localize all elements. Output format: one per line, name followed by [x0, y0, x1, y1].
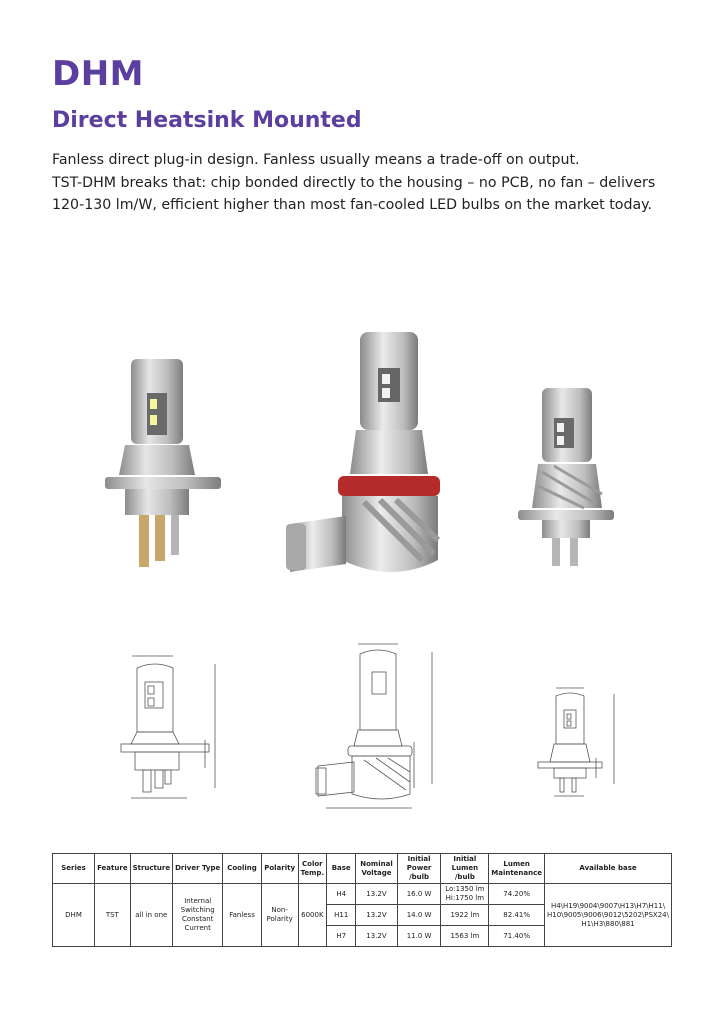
cell-maintenance: 82.41%	[489, 905, 545, 926]
header-lumen-maintenance	[489, 854, 545, 884]
h7-bulb-photo	[514, 382, 619, 572]
header-initial-lumen-line: Initial Lumen	[451, 855, 479, 872]
cell-lumen	[441, 884, 489, 905]
cell-lumen-line: Hi:1750 lm	[445, 894, 485, 902]
cell-series: DHM	[53, 884, 95, 947]
cell-polarity	[261, 884, 298, 947]
cell-available-base	[545, 884, 672, 947]
cell-base: H4	[327, 884, 356, 905]
cell-maintenance: 74.20%	[489, 884, 545, 905]
cell-base: H7	[327, 926, 356, 947]
h11-bulb-photo	[282, 328, 450, 590]
header-feature: Feature	[95, 854, 131, 884]
cell-lumen: 1563 lm	[441, 926, 489, 947]
specifications-table	[52, 853, 672, 947]
header-driver-type: Driver Type	[173, 854, 223, 884]
header-cooling: Cooling	[223, 854, 261, 884]
cell-polarity-line: Polarity	[266, 915, 293, 923]
cell-maintenance: 71.40%	[489, 926, 545, 947]
cell-driver-type-line: Constant	[181, 915, 214, 923]
header-initial-power-line: Initial Power	[406, 855, 432, 872]
header-nominal-voltage-line: Nominal	[360, 859, 393, 868]
header-available-base: Available base	[545, 854, 672, 884]
header-lumen-maintenance-line: Lumen	[503, 859, 530, 868]
h4-bulb-photo	[95, 355, 230, 575]
cell-driver-type-line: Current	[184, 924, 211, 932]
cell-power: 11.0 W	[397, 926, 441, 947]
page-subtitle: Direct Heatsink Mounted	[52, 108, 362, 133]
cell-cooling: Fanless	[223, 884, 261, 947]
header-base: Base	[327, 854, 356, 884]
header-color-temp	[298, 854, 327, 884]
cell-available-base-line: H10\9005\9006\9012\5202\PSX24\	[547, 910, 669, 919]
header-initial-power	[397, 854, 441, 884]
cell-base: H11	[327, 905, 356, 926]
description-line: Fanless direct plug-in design. Fanless usually means a trade-off on output.	[52, 152, 580, 168]
header-nominal-voltage	[356, 854, 397, 884]
cell-driver-type-line: Switching	[180, 906, 215, 914]
header-initial-power-line: /bulb	[409, 873, 430, 881]
header-initial-lumen	[441, 854, 489, 884]
cell-polarity-line: Non-	[271, 906, 288, 914]
header-color-temp-line: Color	[302, 859, 323, 868]
description-line: 120-130 lm/W, efficient higher than most fan-cooled LED bulbs on the market today.	[52, 197, 653, 213]
cell-available-base-line: H4\H19\9004\9007\H13\H7\H11\	[550, 901, 666, 910]
h7-technical-drawing	[532, 682, 622, 804]
cell-driver-type	[173, 884, 223, 947]
header-color-temp-line: Temp.	[300, 868, 325, 877]
cell-color-temp: 6000K	[298, 884, 327, 947]
cell-lumen: 1922 lm	[441, 905, 489, 926]
table-header-row	[53, 854, 672, 884]
cell-feature: TST	[95, 884, 131, 947]
h11-technical-drawing	[312, 638, 440, 816]
brand-title: DHM	[52, 54, 145, 94]
cell-driver-type-line: Internal	[184, 897, 212, 905]
cell-voltage: 13.2V	[356, 926, 397, 947]
cell-available-base-line: H1\H3\880\881	[581, 919, 635, 928]
header-series: Series	[53, 854, 95, 884]
header-polarity: Polarity	[261, 854, 298, 884]
description-line: TST-DHM breaks that: chip bonded directly to the housing – no PCB, no fan – delivers	[52, 174, 656, 191]
cell-voltage: 13.2V	[356, 905, 397, 926]
cell-voltage: 13.2V	[356, 884, 397, 905]
h4-technical-drawing	[115, 648, 225, 806]
cell-power: 16.0 W	[397, 884, 441, 905]
cell-lumen-line: Lo:1350 lm	[445, 885, 485, 893]
header-nominal-voltage-line: Voltage	[361, 868, 392, 877]
header-initial-lumen-line: /bulb	[454, 873, 475, 881]
header-structure: Structure	[130, 854, 173, 884]
cell-power: 14.0 W	[397, 905, 441, 926]
header-lumen-maintenance-line: Maintenance	[491, 868, 543, 877]
table-row	[53, 884, 672, 905]
product-description	[52, 149, 692, 217]
cell-structure: all in one	[130, 884, 173, 947]
